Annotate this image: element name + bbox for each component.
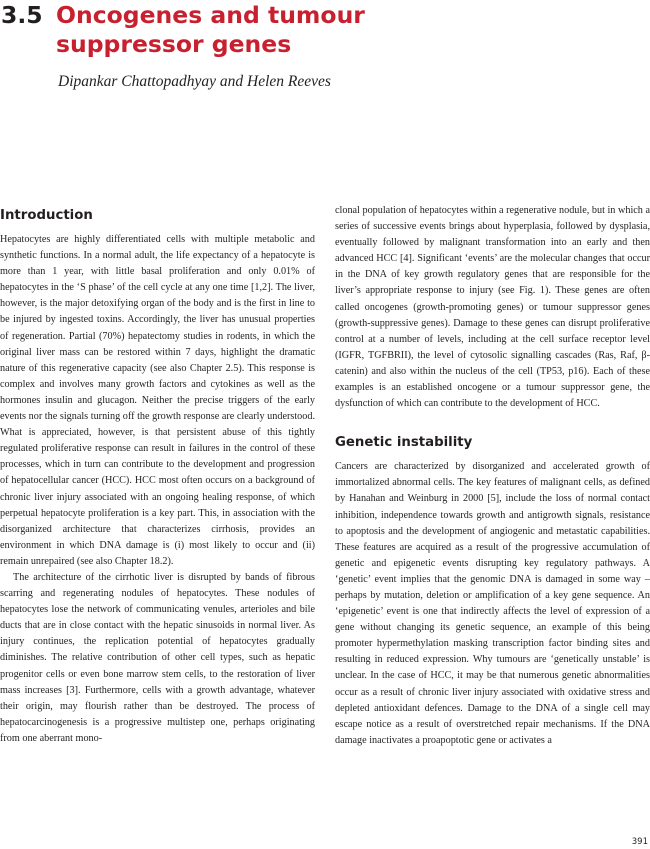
- authors: Dipankar Chattopadhyay and Helen Reeves: [58, 73, 331, 90]
- chapter-title-line-2: suppressor genes: [56, 30, 292, 58]
- introduction-heading: Introduction: [0, 208, 93, 223]
- chapter-title-line-1: Oncogenes and tumour: [56, 1, 365, 29]
- page-number: 391: [631, 837, 648, 847]
- introduction-paragraph-1: Hepatocytes are highly differentiated cells with multiple metabolic and synthetic functions. In a normal adult, the life expectancy of a hepatocyte is more than 1 year, with little basal proliferation and only 0.01% of hepatocytes in the ‘S phase’ of the cell cycle at any one time [1,2]. The liver, however, is the major detoxifying organ of the body and is the first in line to be injured by ingested toxins. Accordingly, the liver has unusual properties of regeneration. Partial (70%) hepatectomy studies in rodents, in which the original liver mass can be restored within 7 days, highlight the dramatic nature of this regenerative capacity (see also Chapter 2.5). This response is complex and involves many growth factors and cytokines as well as the hormones insulin and glucagon. Neither the precise triggers of the early events nor the signals turning off the growth response are clearly understood. What is appreciated, however, is that persistent abuse of this tightly regulated proliferative response can result in failures in the control of these processes, which in turn can contribute to the development and progression of hepatocellular cancer (HCC). HCC most often occurs on a background of chronic liver injury associated with an ongoing healing response, of which perpetual hepatocyte proliferation is a key part. This, in association with the disorganized architecture that characterizes cirrhosis, provides an environment in which DNA damage is (i) most likely to occur and (ii) remain unrepaired (see also Chapter 18.2).: [0, 234, 315, 567]
- introduction-paragraph-2: The architecture of the cirrhotic liver is disrupted by bands of fibrous scarring and regenerating nodules of hepatocytes. These nodules of hepatocytes lose the network of communicating venules, arterioles and bile ducts that are in close contact with the hepatic sinusoids in normal liver. As injury continues, the replication potential of hepatocytes gradually diminishes. The relative contribution of other cell types, such as hepatic progenitor cells or even bone marrow stem cells, to the restoration of liver mass increases [3]. Furthermore, cells with a growth advantage, whatever their origin, may flourish rather than be destroyed. The process of hepatocarcinogenesis is a progressive multistep one, perhaps originating from one aberrant mono-: [0, 571, 315, 744]
- chapter-number: 3.5: [1, 1, 43, 29]
- introduction-paragraph-3: clonal population of hepatocytes within a regenerative nodule, but in which a series of successive events brings about hyperplasia, followed by dysplasia, eventually followed by malignant transformation into an early and then advanced HCC [4]. Significant ‘events’ are the molecular changes that occur in the DNA of key growth regulatory genes that are responsible for the liver’s appropriate response to injury (see Fig. 1). These genes are often called oncogenes (growth-promoting genes) or tumour suppressor genes (growth-suppressive genes). Damage to these genes can disrupt proliferative control at a number of levels, including at the cell surface receptor level (IGFR, TGFBRII), the level of cytosolic signalling cascades (Ras, Raf, β-catenin) and also within the nucleus of the cell (TP53, p16). Each of these examples is an established oncogene or a tumour suppressor gene, the dysfunction of which can contribute to the development of HCC.: [335, 205, 650, 410]
- genetic-instability-paragraph-1: Cancers are characterized by disorganized and accelerated growth of immortalized abnormal cells. The key features of malignant cells, as defined by Hanahan and Weinburg in 2000 [5], include the loss of normal contact inhibition, independence towards growth and antigrowth signals, resistance to apoptosis and the development of angiogenic and metastatic capabilities. These features are acquired as a result of the progressive accumulation of genetic and epigenetic events disrupting key regulatory pathways. A ‘genetic’ event implies that the genomic DNA is damaged in some way – perhaps by mutation, deletion or amplification of a key gene sequence. An ‘epigenetic’ event is one that indirectly affects the level of expression of a gene without changing its genetic sequence, an example of this being promoter hypermethylation masking transcription factor binding sites and resulting in reduced expression. Why tumours are ‘genetically unstable’ is unclear. In the case of HCC, it may be that numerous genetic abnormalities occur as a result of chronic liver injury associated with oxidative stress and depleted antioxidant defences. Damage to the DNA of a single cell may escape notice as a result of overstretched repair mechanisms. If the DNA damage inactivates a proapoptotic gene or activates a: [335, 461, 650, 746]
- genetic-instability-heading: Genetic instability: [335, 435, 473, 451]
- left-column: [0, 207, 315, 747]
- right-column: [335, 203, 650, 749]
